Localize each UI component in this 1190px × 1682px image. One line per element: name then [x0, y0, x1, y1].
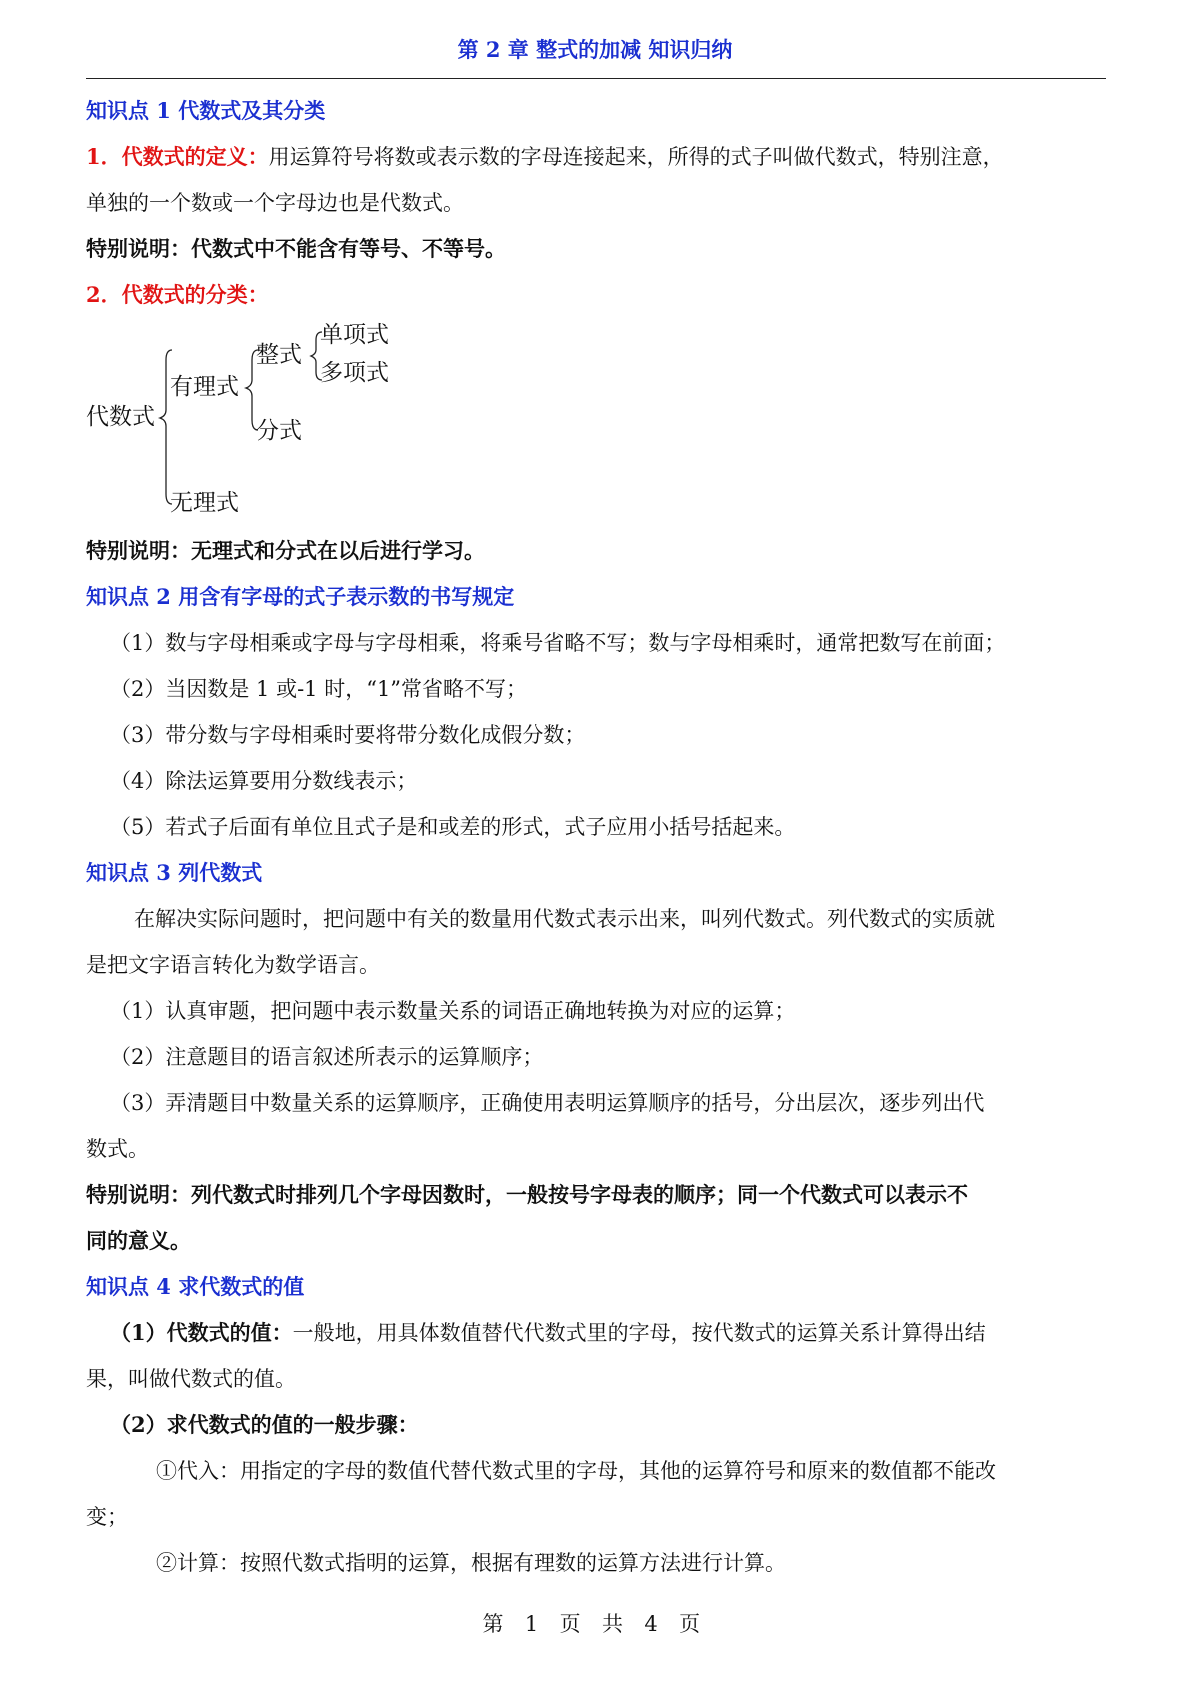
kp1-class-label: 2．代数式的分类：	[86, 282, 269, 307]
kp2-item-2: （2）当因数是 1 或-1 时，“1”常省略不写；	[110, 677, 528, 701]
kp2-item-5: （5）若式子后面有单位且式子是和或差的形式，式子应用小括号括起来。	[110, 815, 796, 839]
kp4-heading: 知识点 4 求代数式的值	[86, 1274, 305, 1299]
kp3-item-2: （2）注意题目的语言叙述所表示的运算顺序；	[110, 1045, 544, 1069]
kp1-heading: 知识点 1 代数式及其分类	[86, 98, 326, 123]
kp4-p1-label: （1）代数式的值：	[110, 1320, 293, 1345]
kp2-heading: 知识点 2 用含有字母的式子表示数的书写规定	[86, 584, 515, 609]
kp1-def-label: 1．代数式的定义：	[86, 144, 269, 169]
kp4-step-1: ①代入：用指定的字母的数值代替代数式里的字母，其他的运算符号和原来的数值都不能改	[156, 1459, 996, 1483]
tree-fraction-expression: 分式	[256, 418, 302, 444]
kp3-intro-cont: 是把文字语言转化为数学语言。	[86, 953, 380, 977]
kp1-def-cont: 单独的一个数或一个字母边也是代数式。	[86, 191, 464, 215]
kp4-step-1-cont: 变；	[86, 1505, 128, 1529]
document-body	[86, 88, 1108, 1586]
kp1-note1: 特别说明：代数式中不能含有等号、不等号。	[86, 236, 506, 261]
kp2-item-1: （1）数与字母相乘或字母与字母相乘，将乘号省略不写；数与字母相乘时，通常把数写在前面；	[110, 631, 1006, 655]
kp3-note-cont: 同的意义。	[86, 1228, 191, 1253]
tree-integral-expression: 整式	[256, 342, 302, 368]
kp1-def-text: 用运算符号将数或表示数的字母连接起来，所得的式子叫做代数式，特别注意，	[268, 145, 1004, 169]
kp3-note: 特别说明：列代数式时排列几个字母因数时，一般按号字母表的顺序；同一个代数式可以表示不	[86, 1182, 968, 1207]
kp1-note2: 特别说明：无理式和分式在以后进行学习。	[86, 538, 485, 563]
kp3-intro: 在解决实际问题时，把问题中有关的数量用代数式表示出来，叫列代数式。列代数式的实质就	[134, 907, 995, 931]
tree-monomial: 单项式	[320, 322, 389, 348]
kp4-p1-text: 一般地，用具体数值替代代数式里的字母，按代数式的运算关系计算得出结	[292, 1321, 986, 1345]
tree-irrational-expression: 无理式	[170, 490, 239, 516]
kp4-p1-cont: 果，叫做代数式的值。	[86, 1367, 296, 1391]
tree-root-algebraic-expression: 代数式	[86, 404, 155, 430]
page-number-footer: 第 1 页 共 4 页	[482, 1612, 708, 1636]
kp4-value-definition	[86, 1310, 1108, 1356]
page-title: 第 2 章 整式的加减 知识归纳	[457, 37, 733, 62]
kp2-item-4: （4）除法运算要用分数线表示；	[110, 769, 418, 793]
tree-polynomial: 多项式	[320, 360, 389, 386]
kp3-item-3: （3）弄清题目中数量关系的运算顺序，正确使用表明运算顺序的括号，分出层次，逐步列出代	[110, 1091, 985, 1115]
kp4-steps-label: （2）求代数式的值的一般步骤：	[110, 1412, 419, 1437]
classification-tree	[86, 318, 1108, 528]
kp3-item-1: （1）认真审题，把问题中表示数量关系的词语正确地转换为对应的运算；	[110, 999, 796, 1023]
kp1-definition	[86, 134, 1108, 180]
kp4-step-2: ②计算：按照代数式指明的运算，根据有理数的运算方法进行计算。	[156, 1551, 786, 1575]
header-rule	[86, 78, 1106, 79]
kp3-item-3-cont: 数式。	[86, 1137, 149, 1161]
kp3-heading: 知识点 3 列代数式	[86, 860, 263, 885]
kp2-item-3: （3）带分数与字母相乘时要将带分数化成假分数；	[110, 723, 586, 747]
tree-rational-expression: 有理式	[170, 374, 239, 400]
